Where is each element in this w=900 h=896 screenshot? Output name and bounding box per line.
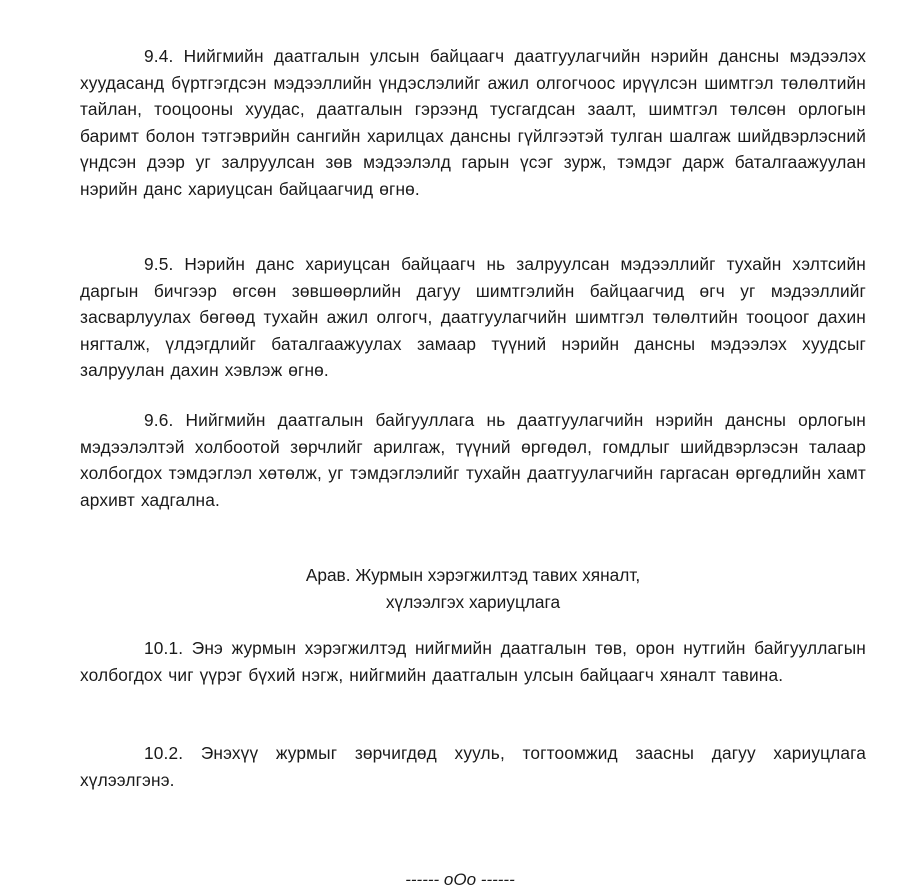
paragraph-9-5: 9.5. Нэрийн данс хариуцсан байцаагч нь залруулсан мэдээллийг тухайн хэлтсийн даргын бичгээр өгсөн зөвшөөрлийн дагуу шимтгэлийн байцаагчид өгч уг мэдээллийг засварлуулах бөгөөд тухайн ажил олгогч, даатгуулагчийн шимтгэл төлөлтийн тооцоог дахин нягталж, үлдэгдлийг баталгаажуулах замаар түүний нэрийн дансны мэдээлэх хуудсыг залруулан дахин хэвлэж өгнө. — [80, 254, 866, 380]
paragraph-10-2: 10.2. Энэхүү журмыг зөрчигдөд хууль, тогтоомжид заасны дагуу хариуцлага хүлээлгэнэ. — [80, 743, 866, 790]
section-heading-line-2: хүлээлгэх хариуцлага — [385, 591, 561, 612]
section-heading-line-1: Арав. Журмын хэрэгжилтэд тавих хяналт, — [305, 565, 641, 585]
ending-mark: ------ oOo ------ — [405, 870, 515, 889]
paragraph-9-6: 9.6. Нийгмийн даатгалын байгууллага нь даатгуулагчийн нэрийн дансны орлогын мэдээлэлтэй холбоотой зөрчлийг арилгаж, түүний өргөдөл, гомдлыг шийдвэрлэсэн талаар холбогдох тэмдэглэл хөтөлж, уг тэмдэглэлийг тухайн даатгуулагчийн гаргасан өргөдлийн хамт архивт хадгална. — [80, 410, 866, 510]
section-heading — [80, 562, 866, 615]
paragraph-9-4: 9.4. Нийгмийн даатгалын улсын байцаагч даатгуулагчийн нэрийн дансны мэдээлэх хуудасанд бүртгэгдсэн мэдээллийн үндэслэлийг ажил олгогчоос ирүүлсэн шимтгэл төлөлтийн тайлан, тооцооны хуудас, даатгалын гэрээнд тусгагдсан заалт, шимтгэл төлсөн орлогын баримт болон тэтгэврийн сангийн харилцах дансны гүйлгээтэй тулган шалгаж шийдвэрлэсний үндсэн дээр уг залруулсан зөв мэдээлэлд гарын үсэг зурж, тэмдэг дарж баталгаажуулан нэрийн данс хариуцсан байцаагчид өгнө. — [80, 46, 866, 199]
paragraph-10-1: 10.1. Энэ журмын хэрэгжилтэд нийгмийн даатгалын төв, орон нутгийн байгууллагын холбогдох чиг үүрэг бүхий нэгж, нийгмийн даатгалын улсын байцаагч хяналт тавина. — [80, 638, 866, 685]
